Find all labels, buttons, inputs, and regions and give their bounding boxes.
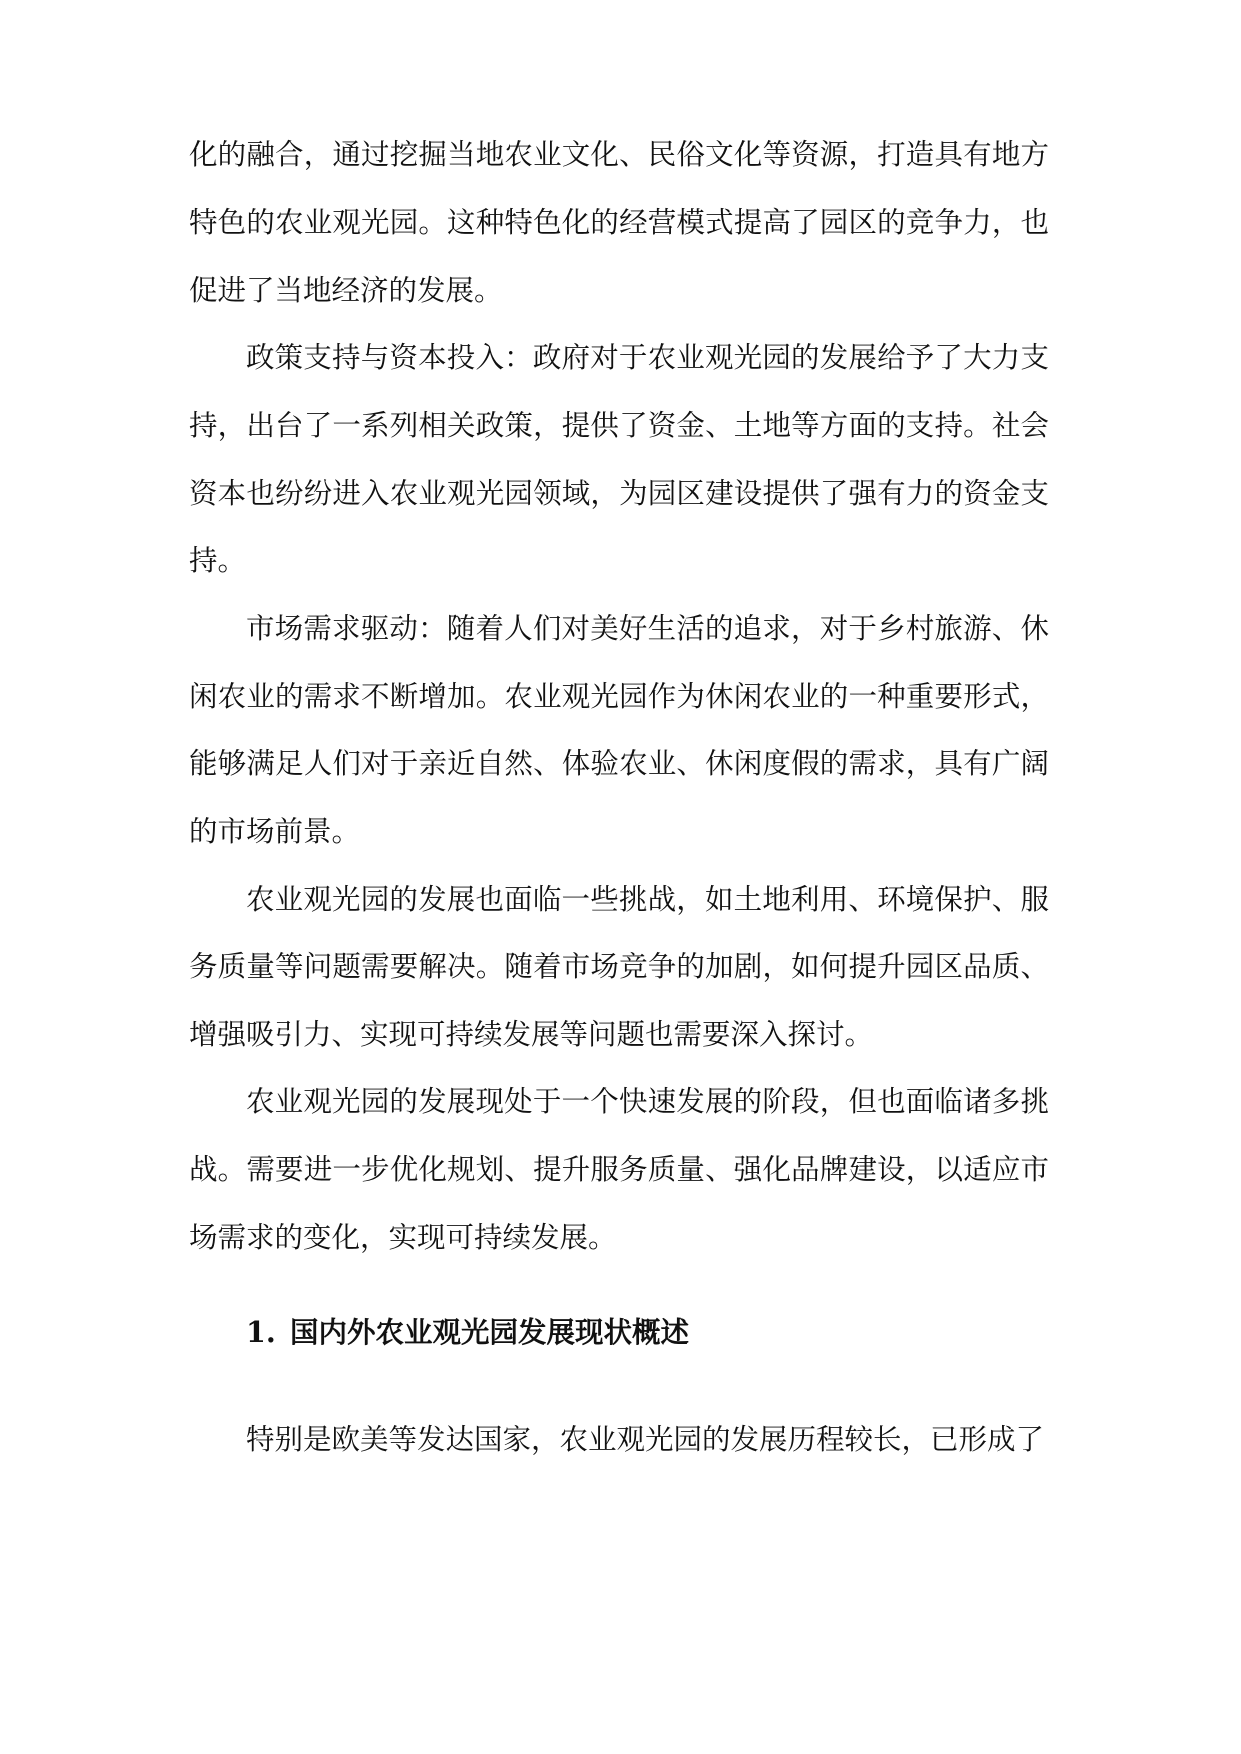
paragraph-line: 特别是欧美等发达国家，农业观光园的发展历程较长，已形成了 (246, 1423, 1045, 1456)
paragraph-line: 促进了当地经济的发展。 (189, 274, 503, 307)
paragraph-line: 政策支持与资本投入：政府对于农业观光园的发展给予了大力支 (246, 341, 1049, 374)
paragraph-line: 市场需求驱动：随着人们对美好生活的追求，对于乡村旅游、休 (246, 612, 1049, 645)
paragraph-line: 战。需要进一步优化规划、提升服务质量、强化品牌建设，以适应市 (189, 1153, 1049, 1186)
paragraph-line: 农业观光园的发展也面临一些挑战，如土地利用、环境保护、服 (246, 883, 1049, 916)
section-heading (246, 1312, 689, 1352)
paragraph-line: 特色的农业观光园。这种特色化的经营模式提高了园区的竞争力，也 (189, 206, 1049, 239)
paragraph-line: 化的融合，通过挖掘当地农业文化、民俗文化等资源，打造具有地方 (189, 138, 1049, 171)
paragraph-line: 的市场前景。 (189, 815, 361, 848)
section-number: 1. (246, 1315, 276, 1349)
section-title: 国内外农业观光园发展现状概述 (290, 1315, 690, 1349)
paragraph-line: 场需求的变化，实现可持续发展。 (189, 1221, 617, 1254)
paragraph-line: 能够满足人们对于亲近自然、体验农业、休闲度假的需求，具有广阔 (189, 747, 1049, 780)
paragraph-line: 持。 (189, 544, 247, 577)
paragraph-line: 资本也纷纷进入农业观光园领域，为园区建设提供了强有力的资金支 (189, 477, 1049, 510)
paragraph-line: 务质量等问题需要解决。随着市场竞争的加剧，如何提升园区品质、 (189, 950, 1049, 983)
paragraph-line: 增强吸引力、实现可持续发展等问题也需要深入探讨。 (189, 1018, 874, 1051)
paragraph-line: 农业观光园的发展现处于一个快速发展的阶段，但也面临诸多挑 (246, 1085, 1049, 1118)
paragraph-line: 闲农业的需求不断增加。农业观光园作为休闲农业的一种重要形式， (189, 680, 1049, 713)
paragraph-line: 持，出台了一系列相关政策，提供了资金、土地等方面的支持。社会 (189, 409, 1049, 442)
